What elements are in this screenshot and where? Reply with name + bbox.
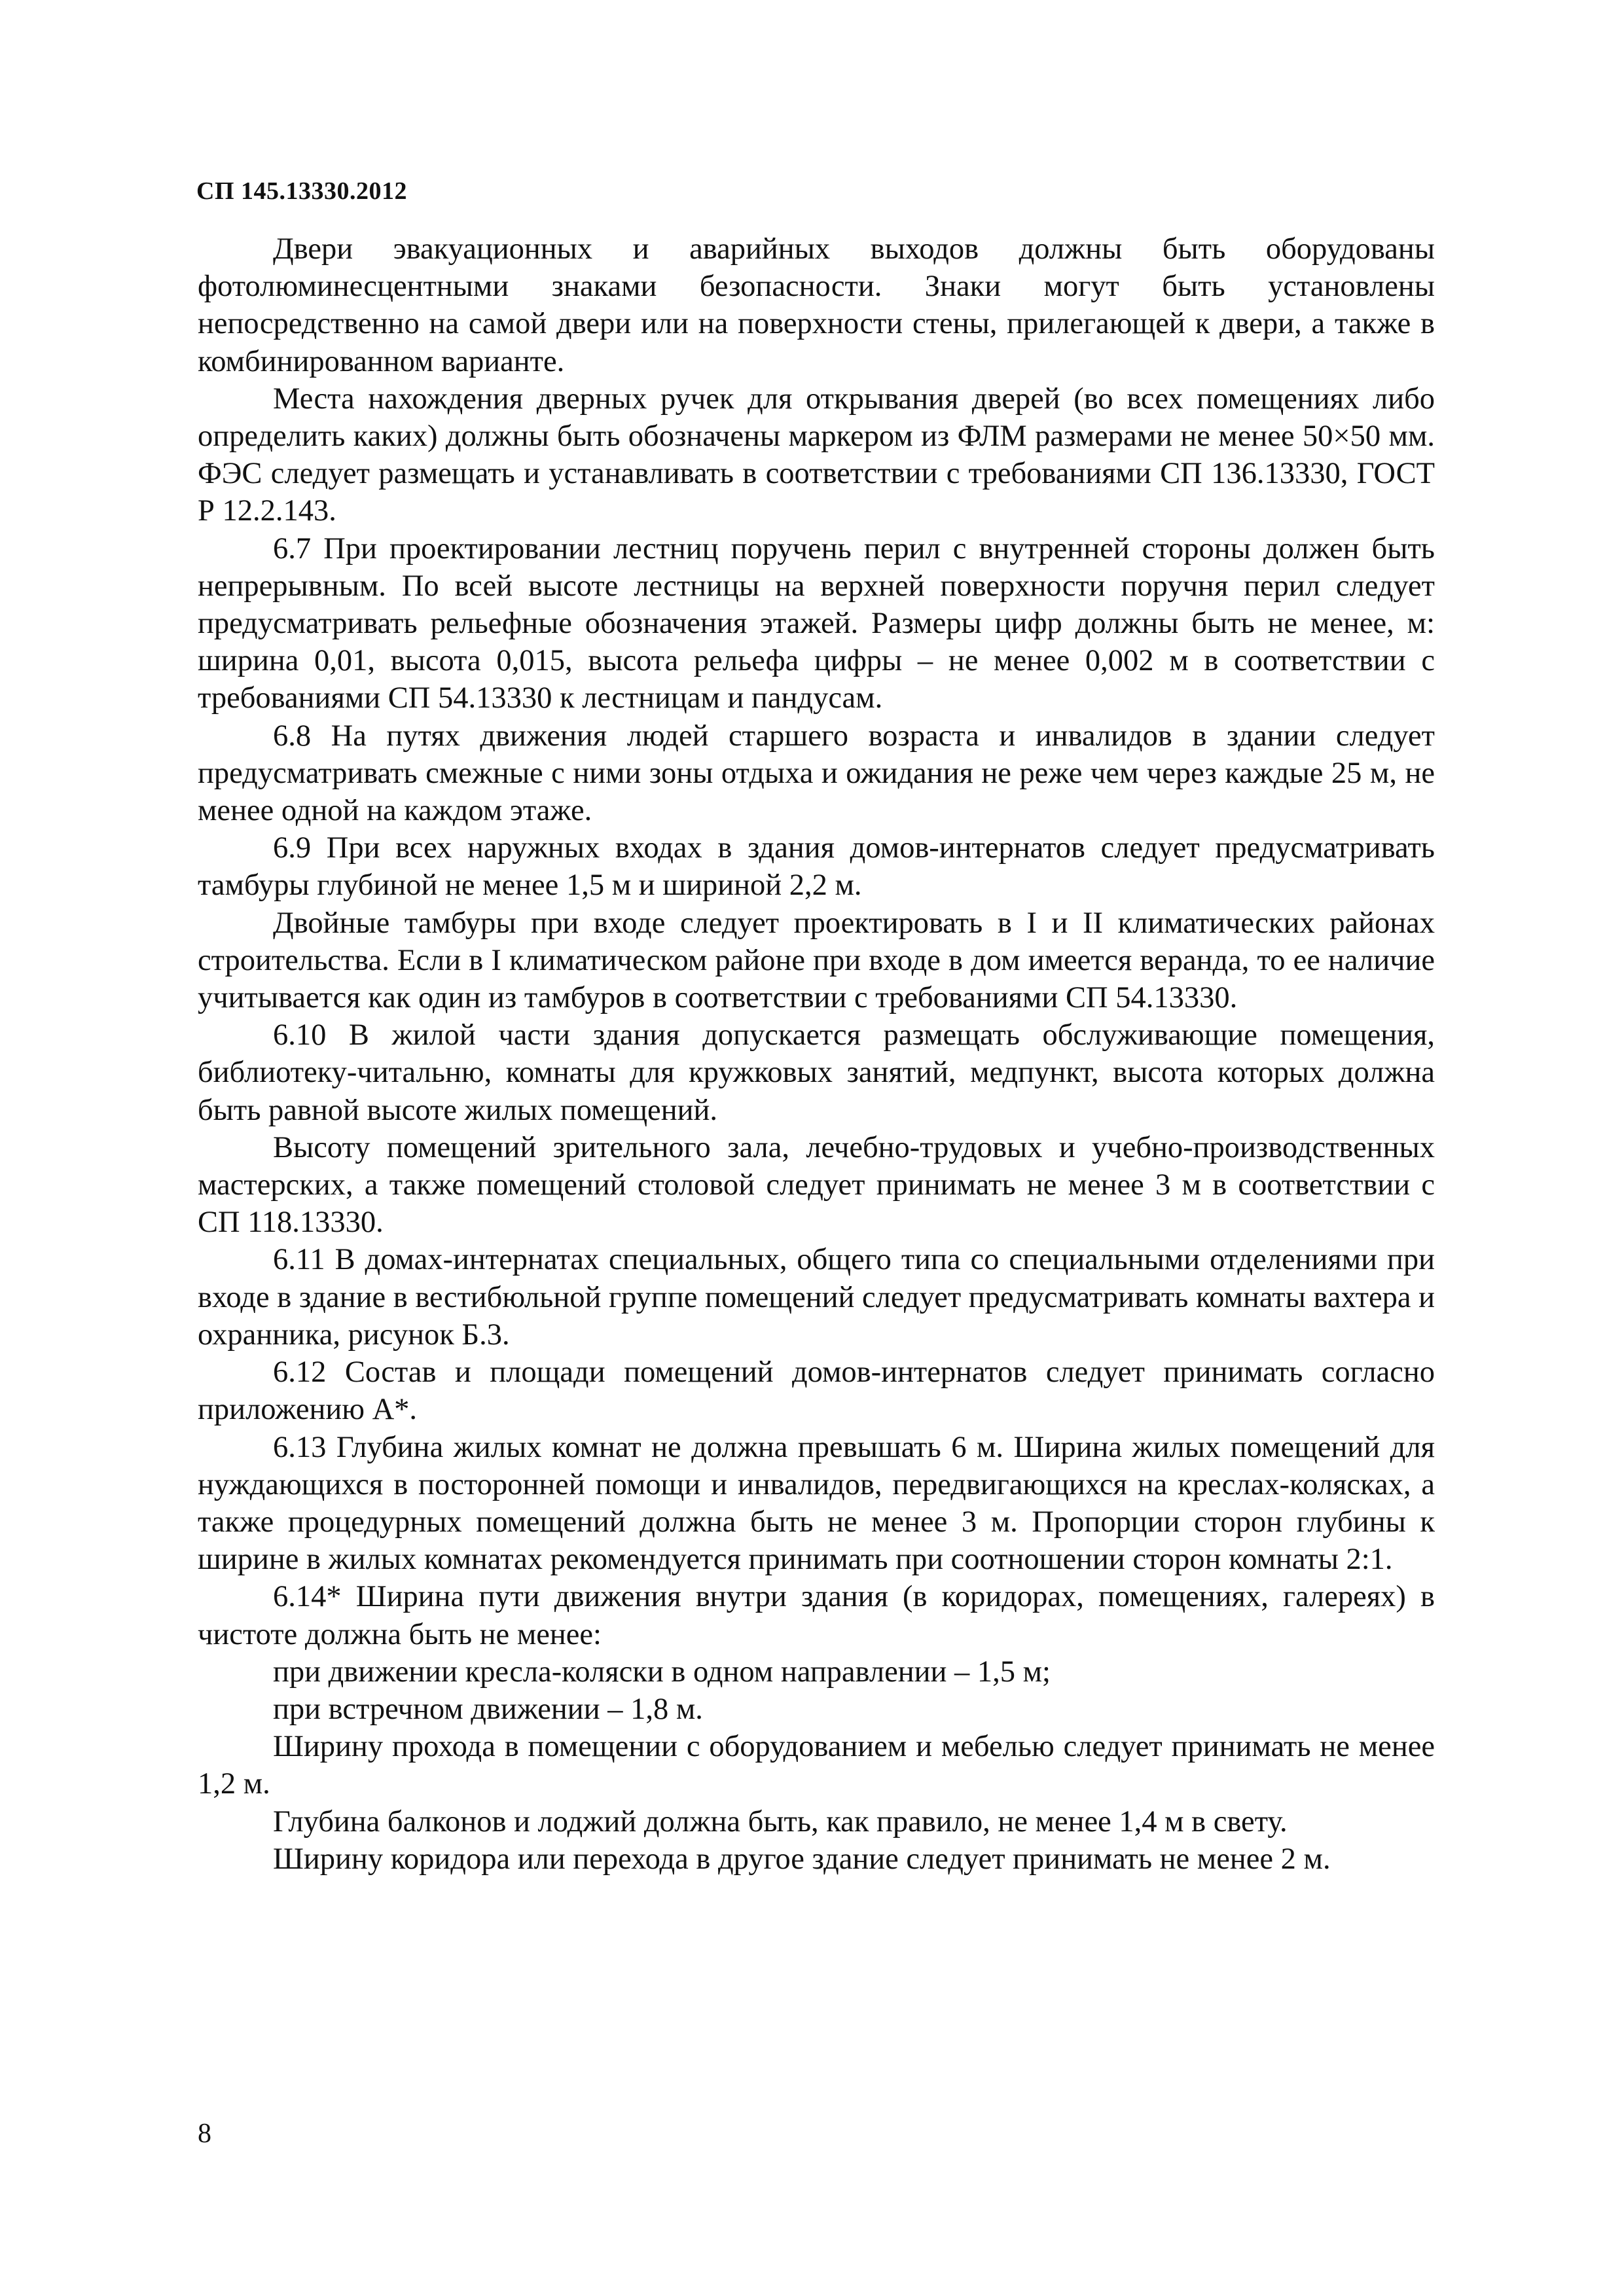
paragraph-6-11: 6.11 В домах-интернатах специальных, общего типа со специальными отделениями при входе в здание в вестибюльной группе помещений следует предусматривать комнаты вахтера и охранника, рисунок Б.3.: [198, 1243, 1435, 1352]
document-body: [198, 230, 1435, 1878]
paragraph-balcony-depth: Глубина балконов и лоджий должна быть, как правило, не менее 1,4 м в свету.: [273, 1804, 1288, 1839]
paragraph-6-10: 6.10 В жилой части здания допускается размещать обслуживающие помещения, библиотеку-читальню, комнаты для кружковых занятий, медпункт, высота которых должна быть равной высоте жилых помещений.: [198, 1018, 1435, 1127]
paragraph-door-handles: Места нахождения дверных ручек для открывания дверей (во всех помещениях либо определить каких) должны быть обозначены маркером из ФЛМ размерами не менее 50×50 мм. ФЭС следует размещать и устанавливать в соответствии с требованиями СП 136.13330, ГОСТ Р 12.2.143.: [198, 382, 1435, 528]
paragraph-evacuation-doors: Двери эвакуационных и аварийных выходов должны быть оборудованы фотолюминесцентными знаками безопасности. Знаки могут быть установлены непосредственно на самой двери или на поверхности стены, прилегающей к двери, а также в комбинированном варианте.: [198, 232, 1435, 378]
paragraph-passage-width: Ширину прохода в помещении с оборудованием и мебелью следует принимать не менее 1,2 м.: [198, 1730, 1435, 1801]
paragraph-corridor-width: Ширину коридора или перехода в другое здание следует принимать не менее 2 м.: [273, 1842, 1331, 1876]
paragraph-6-12: 6.12 Состав и площади помещений домов-интернатов следует принимать согласно приложению А*.: [198, 1355, 1435, 1427]
paragraph-6-14: 6.14* Ширина пути движения внутри здания (в коридорах, помещениях, галереях) в чистоте должна быть не менее:: [198, 1580, 1435, 1651]
paragraph-6-13: 6.13 Глубина жилых комнат не должна превышать 6 м. Ширина жилых помещений для нуждающихся в посторонней помощи и инвалидов, передвигающихся на креслах-колясках, а также процедурных помещений должна быть не менее 3 м. Пропорции сторон глубины к ширине в жилых комнатах рекомендуется принимать при соотношении сторон комнаты 2:1.: [198, 1430, 1435, 1577]
paragraph-hall-height: Высоту помещений зрительного зала, лечебно-трудовых и учебно-производственных мастерских, а также помещений столовой следует принимать не менее 3 м в соответствии с СП 118.13330.: [198, 1130, 1435, 1240]
paragraph-6-9: 6.9 При всех наружных входах в здания домов-интернатов следует предусматривать тамбуры глубиной не менее 1,5 м и шириной 2,2 м.: [198, 831, 1435, 903]
paragraph-one-direction: при движении кресла-коляски в одном направлении – 1,5 м;: [273, 1655, 1051, 1689]
paragraph-double-vestibules: Двойные тамбуры при входе следует проектировать в I и II климатических районах строительства. Если в I климатическом районе при входе в дом имеется веранда, то ее наличие учитывается как один из тамбуров в соответствии с требованиями СП 54.13330.: [198, 906, 1435, 1015]
paragraph-6-7: 6.7 При проектировании лестниц поручень перил с внутренней стороны должен быть непрерывным. По всей высоте лестницы на верхней поверхности поручня перил следует предусматривать рельефные обозначения этажей. Размеры цифр должны быть не менее, м: ширина 0,01, высота 0,015, высота рельефа цифры – не менее 0,002 м в соответствии с требованиями СП 54.13330 к лестницам и пандусам.: [198, 531, 1435, 715]
paragraph-oncoming: при встречном движении – 1,8 м.: [273, 1692, 703, 1726]
page-number: 8: [198, 2119, 211, 2149]
paragraph-6-8: 6.8 На путях движения людей старшего возраста и инвалидов в здании следует предусматривать смежные с ними зоны отдыха и ожидания не реже чем через каждые 25 м, не менее одной на каждом этаже.: [198, 719, 1435, 828]
document-code-header: СП 145.13330.2012: [196, 177, 407, 205]
